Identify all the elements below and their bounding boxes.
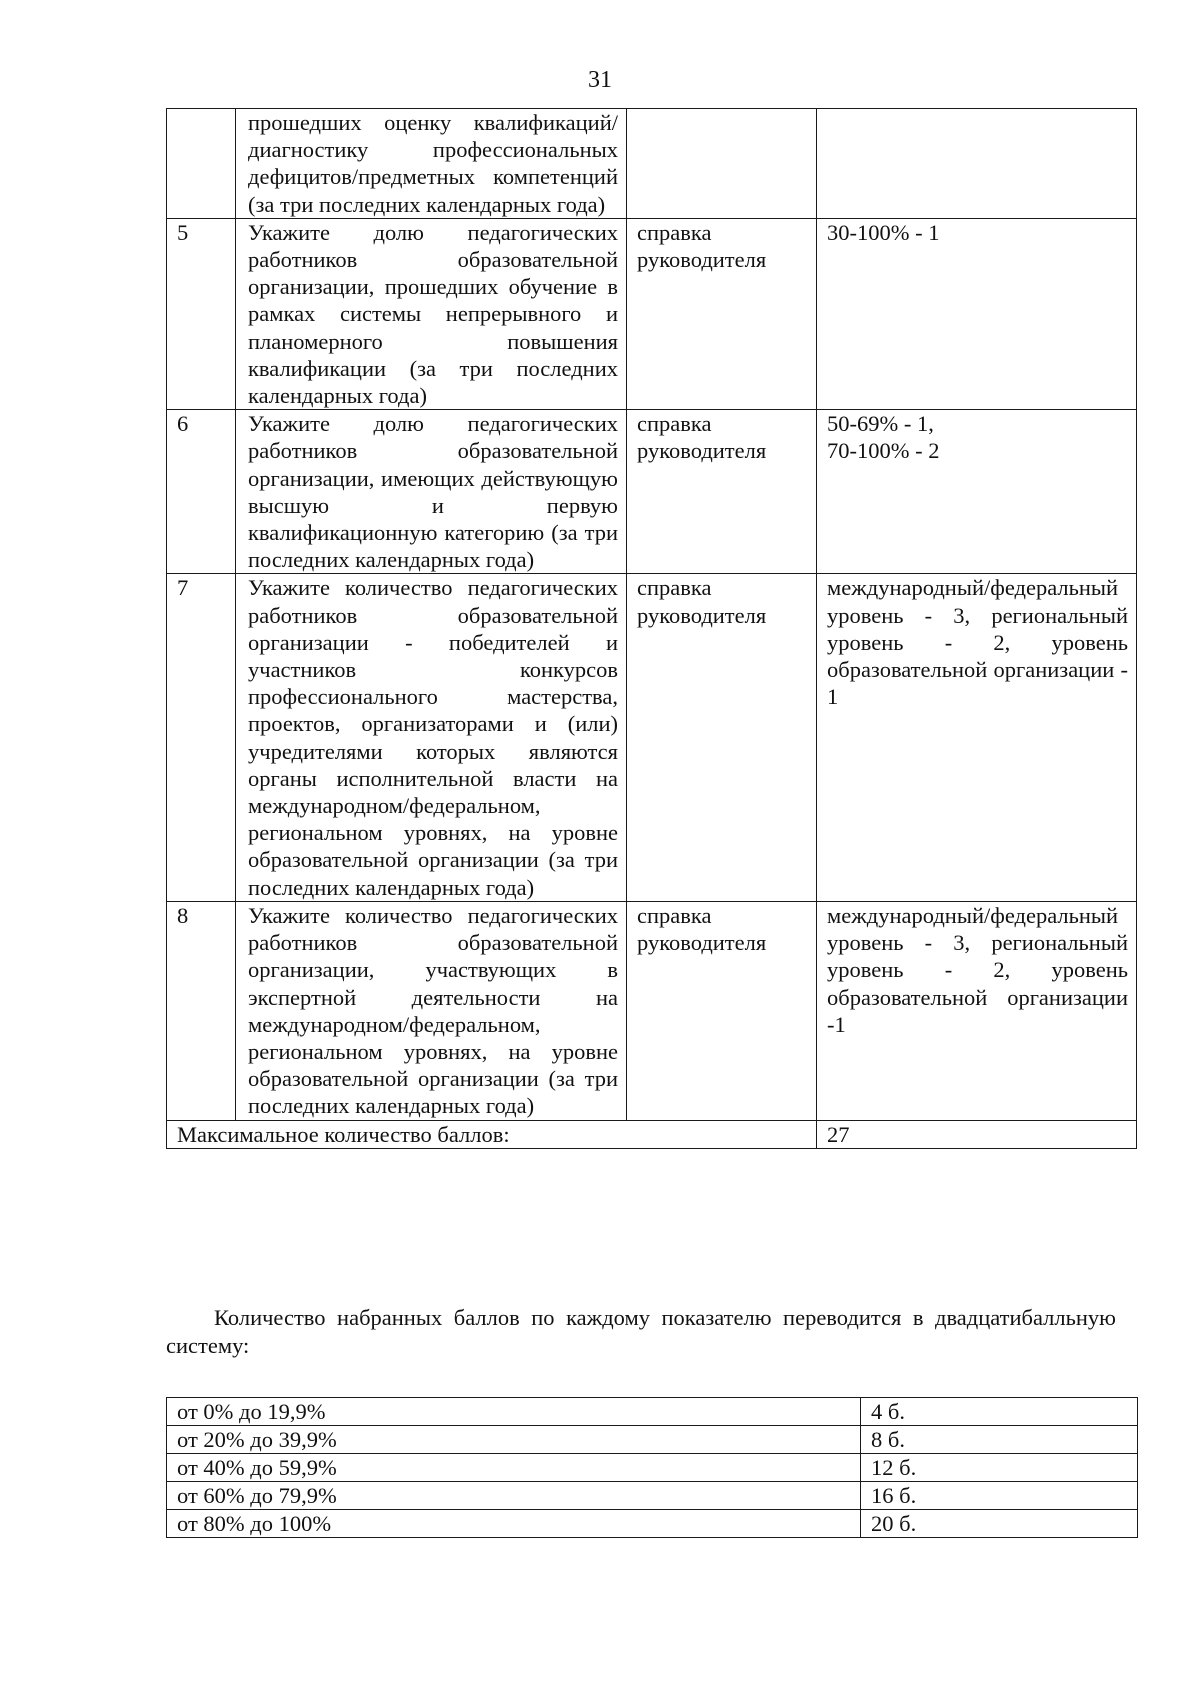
table-row (167, 410, 1137, 574)
max-score-value: 27 (817, 1120, 1137, 1148)
range-cell: от 60% до 79,9% (167, 1482, 861, 1510)
indicator-text: Укажите количество педагогических работников образовательной организации - победителей и участников конкурсов профессионального мастерства, проектов, организаторами и (или) учредителями которых являются органы исполнительной власти на международном/федеральном, региональном уровнях, на уровне образовательной организации (за три последних календарных года) (236, 574, 627, 901)
row-number (167, 109, 236, 219)
row-number: 6 (167, 410, 236, 574)
score-cell: 20 б. (861, 1510, 1138, 1538)
table-row (167, 109, 1137, 219)
range-cell: от 80% до 100% (167, 1510, 861, 1538)
table-row (167, 1510, 1138, 1538)
row-number: 5 (167, 218, 236, 409)
indicator-text: Укажите долю педагогических работников образовательной организации, имеющих действующую высшую и первую квалификационную категорию (за три последних календарных года) (236, 410, 627, 574)
page-number: 31 (588, 67, 612, 93)
score-cell: 16 б. (861, 1482, 1138, 1510)
conversion-note: Количество набранных баллов по каждому показателю переводится в двадцатибалльную систему: (166, 1305, 1116, 1358)
max-score-label: Максимальное количество баллов: (167, 1120, 817, 1148)
indicator-text: Укажите долю педагогических работников образовательной организации, прошедших обучение в рамках системы непрерывного и планомерного повышения квалификации (за три последних календарных года) (236, 218, 627, 409)
table-row (167, 1398, 1138, 1426)
criteria-table (166, 108, 1137, 1149)
range-cell: от 0% до 19,9% (167, 1398, 861, 1426)
table-row (167, 1482, 1138, 1510)
max-score-row (167, 1120, 1137, 1148)
source-text (627, 109, 817, 219)
source-text: справка руководителя (627, 218, 817, 409)
source-text: справка руководителя (627, 410, 817, 574)
table-row (167, 218, 1137, 409)
scale-text: международный/федеральный уровень - 3, региональный уровень - 2, уровень образовательной организации - 1 (817, 574, 1137, 901)
table-row (167, 1426, 1138, 1454)
conversion-table (166, 1397, 1138, 1538)
scale-text: 50-69% - 1, 70-100% - 2 (817, 410, 1137, 574)
indicator-text: прошедших оценку квалификаций/диагностику профессиональных дефицитов/предметных компетенций (за три последних календарных года) (236, 109, 627, 219)
range-cell: от 40% до 59,9% (167, 1454, 861, 1482)
score-cell: 8 б. (861, 1426, 1138, 1454)
scale-text: 30-100% - 1 (817, 218, 1137, 409)
range-cell: от 20% до 39,9% (167, 1426, 861, 1454)
source-text: справка руководителя (627, 574, 817, 901)
table-row (167, 574, 1137, 901)
table-row (167, 901, 1137, 1120)
indicator-text: Укажите количество педагогических работников образовательной организации, участвующих в экспертной деятельности на международном/федеральном, региональном уровнях, на уровне образовательной организации (за три последних календарных года) (236, 901, 627, 1120)
source-text: справка руководителя (627, 901, 817, 1120)
score-cell: 12 б. (861, 1454, 1138, 1482)
table-row (167, 1454, 1138, 1482)
row-number: 7 (167, 574, 236, 901)
scale-text (817, 109, 1137, 219)
score-cell: 4 б. (861, 1398, 1138, 1426)
row-number: 8 (167, 901, 236, 1120)
scale-text: международный/федеральный уровень - 3, региональный уровень - 2, уровень образовательной организации -1 (817, 901, 1137, 1120)
